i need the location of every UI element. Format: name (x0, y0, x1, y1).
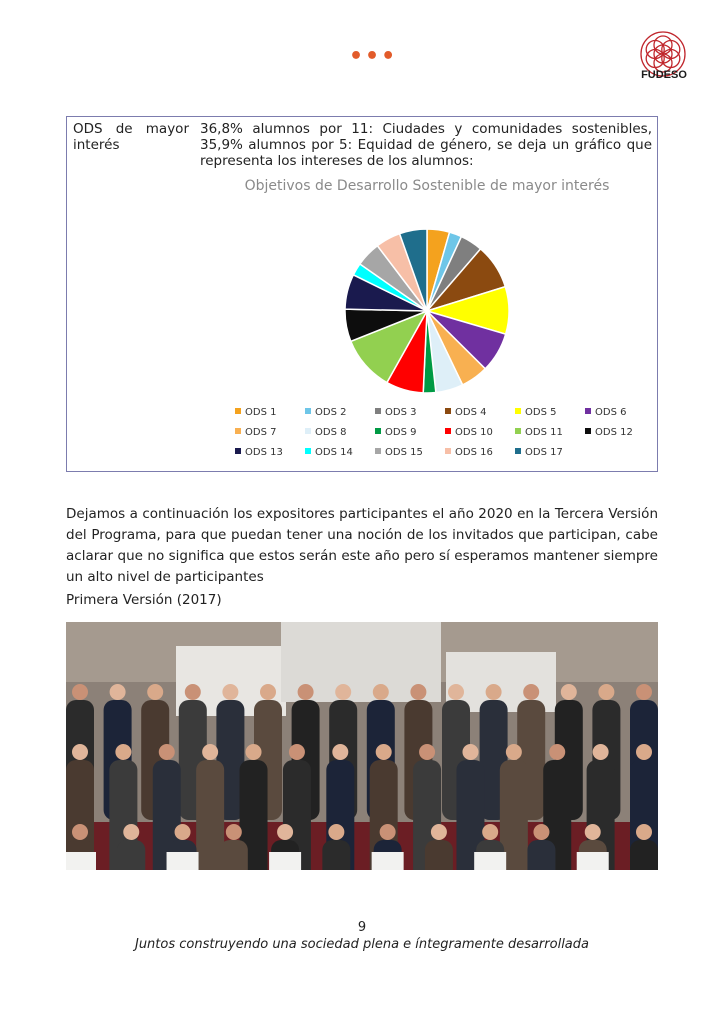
legend-swatch (515, 428, 521, 434)
legend-swatch (375, 448, 381, 454)
legend-swatch (375, 428, 381, 434)
legend-swatch (305, 428, 311, 434)
legend-label: ODS 4 (455, 407, 487, 418)
ods-table (66, 116, 658, 472)
legend-label: ODS 2 (315, 407, 347, 418)
legend-label: ODS 13 (245, 447, 283, 458)
legend-item (375, 427, 416, 438)
legend-swatch (305, 448, 311, 454)
legend-swatch (445, 428, 451, 434)
section-subheading: Primera Versión (2017) (66, 592, 222, 608)
legend-label: ODS 10 (455, 427, 493, 438)
legend-label: ODS 7 (245, 427, 277, 438)
legend-item (445, 407, 486, 418)
legend-label: ODS 1 (245, 407, 277, 418)
legend-item (305, 427, 346, 438)
legend-item (235, 447, 283, 458)
legend-label: ODS 15 (385, 447, 423, 458)
chart-title: Objetivos de Desarrollo Sostenible de mayor interés (244, 178, 610, 194)
legend-swatch (515, 448, 521, 454)
legend-swatch (445, 408, 451, 414)
decorative-dots: ••• (349, 44, 398, 69)
legend-item (585, 407, 626, 418)
legend-item (515, 447, 563, 458)
ods-row-label: ODS de mayor interés (73, 121, 189, 153)
ods-row-text: 36,8% alumnos por 11: Ciudades y comunidades sostenibles, 35,9% alumnos por 5: Equidad de género, se deja un gráfico que representa los intereses de los alumnos: (200, 121, 652, 169)
legend-item (305, 407, 346, 418)
legend-label: ODS 12 (595, 427, 633, 438)
legend-label: ODS 8 (315, 427, 347, 438)
legend-swatch (235, 408, 241, 414)
footer-tagline: Juntos construyendo una sociedad plena e íntegramente desarrollada (134, 937, 589, 952)
page-number: 9 (357, 920, 367, 935)
legend-item (445, 447, 493, 458)
legend-label: ODS 5 (525, 407, 557, 418)
legend-label: ODS 17 (525, 447, 563, 458)
legend-swatch (375, 408, 381, 414)
legend-item (375, 407, 416, 418)
legend-item (305, 447, 353, 458)
group-photo (66, 622, 658, 870)
legend-item (445, 427, 493, 438)
legend-label: ODS 16 (455, 447, 493, 458)
legend-label: ODS 3 (385, 407, 417, 418)
legend-swatch (585, 408, 591, 414)
logo-text: FUDESO (641, 69, 687, 81)
legend-item (235, 427, 276, 438)
legend-swatch (585, 428, 591, 434)
legend-item (235, 407, 276, 418)
legend-swatch (445, 448, 451, 454)
legend-label: ODS 11 (525, 427, 563, 438)
legend-swatch (305, 408, 311, 414)
legend-item (585, 427, 633, 438)
legend-label: ODS 9 (385, 427, 417, 438)
legend-item (375, 447, 423, 458)
body-paragraph: Dejamos a continuación los expositores participantes el año 2020 en la Tercera Versión del Programa, para que puedan tener una noción de los invitados que participan, cabe aclarar que no significa que estos serán este año pero sí esperamos mantener siempre un alto nivel de participantes (66, 506, 658, 585)
pie-chart (337, 221, 517, 401)
legend-label: ODS 6 (595, 407, 627, 418)
legend-swatch (515, 408, 521, 414)
legend-label: ODS 14 (315, 447, 353, 458)
legend-item (515, 427, 563, 438)
legend-item (515, 407, 556, 418)
legend-swatch (235, 428, 241, 434)
legend-swatch (235, 448, 241, 454)
